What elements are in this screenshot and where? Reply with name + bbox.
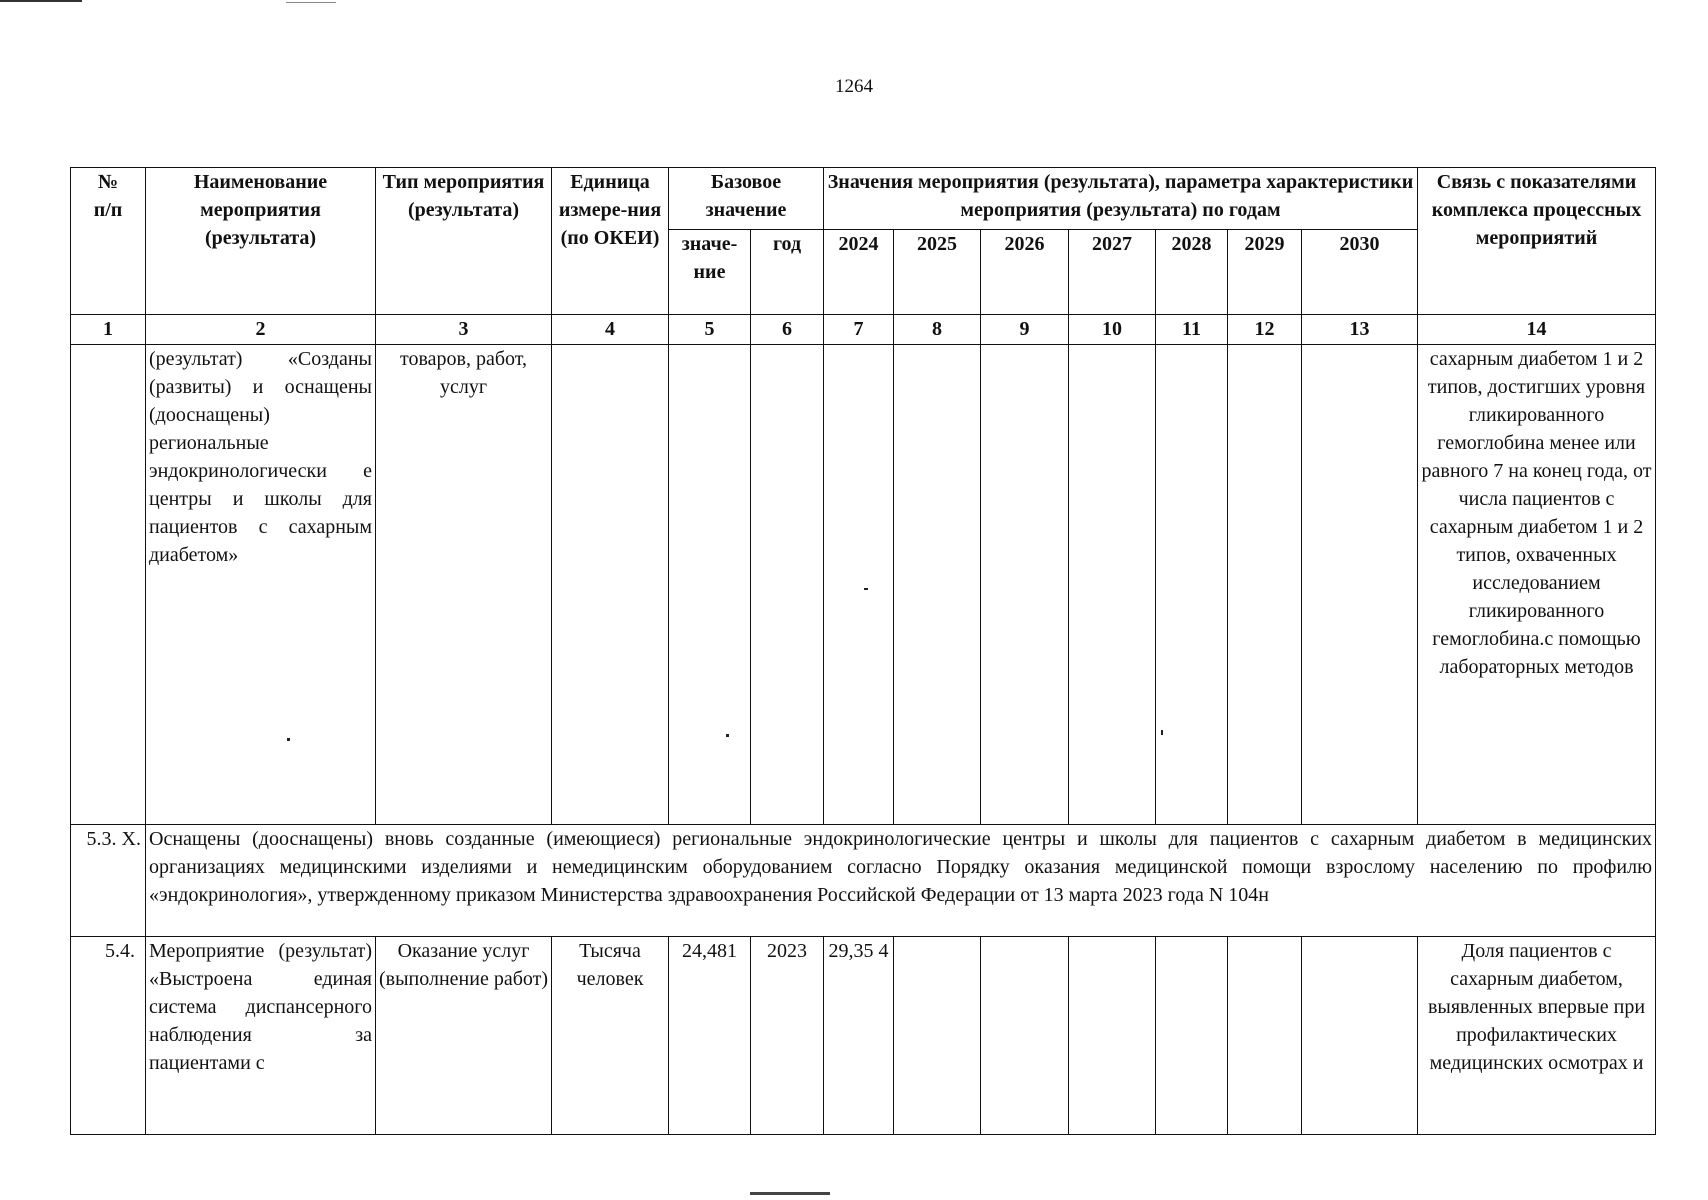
scan-speck: [287, 738, 290, 741]
column-number: 5: [669, 315, 751, 345]
column-number: 14: [1418, 315, 1656, 345]
column-number: 6: [751, 315, 824, 345]
column-number: 8: [894, 315, 981, 345]
column-number: 12: [1228, 315, 1302, 345]
page-number: 1264: [835, 76, 873, 97]
base-year: 2023: [751, 937, 824, 1135]
measure-type: товаров, работ, услуг: [376, 345, 552, 825]
indicator-link: сахарным диабетом 1 и 2 типов, достигших уровня гликированного гемоглобина менее или равного 7 на конец года, от числа пациентов с сахарным диабетом 1 и 2 типов, охваченных исследованием гликированного гемоглобина.с помощью лабораторных методов: [1418, 345, 1656, 825]
header-number: № п/п: [71, 168, 146, 315]
row-number: 5.4.: [71, 937, 146, 1135]
value-2025: [894, 345, 981, 825]
value-2029: [1228, 345, 1302, 825]
scan-artifact-line: [0, 0, 82, 2]
header-year-2030: 2030: [1302, 230, 1418, 315]
header-year-2025: 2025: [894, 230, 981, 315]
header-name: Наименование мероприятия (результата): [146, 168, 376, 315]
measure-name: Мероприятие (результат) «Выстроена единая система диспансерного наблюдения за пациентами с: [146, 937, 376, 1135]
column-number: 9: [981, 315, 1069, 345]
header-year-2027: 2027: [1069, 230, 1156, 315]
header-year-2026: 2026: [981, 230, 1069, 315]
base-year: [751, 345, 824, 825]
header-year-2028: 2028: [1156, 230, 1228, 315]
column-number: 10: [1069, 315, 1156, 345]
column-number: 1: [71, 315, 146, 345]
header-link: Связь с показателями комплекса процессных мероприятий: [1418, 168, 1656, 315]
column-number: 13: [1302, 315, 1418, 345]
value-2026: [981, 937, 1069, 1135]
header-unit: Единица измере-ния (по ОКЕИ): [552, 168, 669, 315]
value-2024: [824, 345, 894, 825]
header-base-value: значе-ние: [669, 230, 751, 315]
row-number: 5.3. Х.: [71, 825, 146, 937]
value-2030: [1302, 345, 1418, 825]
table-row-task: [71, 825, 1656, 937]
value-2026: [981, 345, 1069, 825]
value-2028: [1156, 345, 1228, 825]
header-base-group: Базовое значение: [669, 168, 824, 230]
value-2027: [1069, 937, 1156, 1135]
column-number: 3: [376, 315, 552, 345]
header-year-2029: 2029: [1228, 230, 1302, 315]
value-2024: 29,35 4: [824, 937, 894, 1135]
column-number: 2: [146, 315, 376, 345]
column-number-row: [71, 315, 1656, 345]
scan-artifact-line: [286, 2, 336, 3]
value-2027: [1069, 345, 1156, 825]
value-2025: [894, 937, 981, 1135]
base-value: 24,481: [669, 937, 751, 1135]
header-values-group: Значения мероприятия (результата), параметра характеристики мероприятия (результата) по годам: [824, 168, 1418, 230]
task-description: Оснащены (дооснащены) вновь созданные (имеющиеся) региональные эндокринологические центры и школы для пациентов с сахарным диабетом в медицинских организациях медицинскими изделиями и немедицинским оборудованием согласно Порядку оказания медицинской помощи взрослому населению по профилю «эндокринология», утвержденному приказом Министерства здравоохранения Российской Федерации от 13 марта 2023 года N 104н: [146, 825, 1656, 937]
table-row-5-4: [71, 937, 1656, 1135]
scan-artifact-line: [750, 1192, 830, 1195]
scan-speck: [864, 588, 868, 590]
header-year-2024: 2024: [824, 230, 894, 315]
row-number: [71, 345, 146, 825]
value-2029: [1228, 937, 1302, 1135]
value-2028: [1156, 937, 1228, 1135]
header-base-year: год: [751, 230, 824, 315]
measure-unit: [552, 345, 669, 825]
header-type: Тип мероприятия (результата): [376, 168, 552, 315]
base-value: [669, 345, 751, 825]
measures-table: [70, 167, 1656, 1135]
table-row-continued: [71, 345, 1656, 825]
scan-speck: [726, 734, 729, 737]
value-2030: [1302, 937, 1418, 1135]
scan-speck: [1161, 730, 1163, 735]
indicator-link: Доля пациентов с сахарным диабетом, выявленных впервые при профилактических медицинских осмотрах и: [1418, 937, 1656, 1135]
column-number: 7: [824, 315, 894, 345]
column-number: 11: [1156, 315, 1228, 345]
measure-name: (результат) «Созданы (развиты) и оснащены (дооснащены) региональные эндокринологически е центры и школы для пациентов с сахарным диабетом»: [146, 345, 376, 825]
column-number: 4: [552, 315, 669, 345]
header-row: [71, 168, 1656, 230]
measure-unit: Тысяча человек: [552, 937, 669, 1135]
measure-type: Оказание услуг (выполнение работ): [376, 937, 552, 1135]
